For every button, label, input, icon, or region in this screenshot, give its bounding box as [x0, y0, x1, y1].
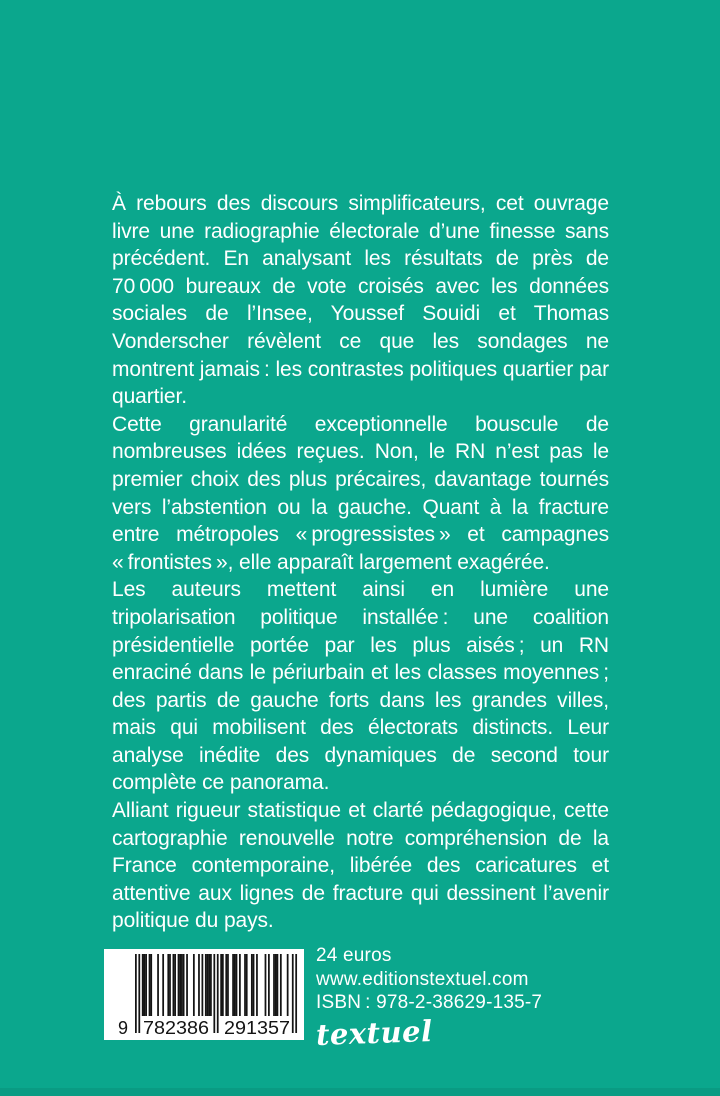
- back-cover-text: [112, 190, 609, 935]
- back-cover-paragraph-1: À rebours des discours simplificateurs, cet ouvrage livre une radiographie électorale d’une finesse sans précédent. En analysant les résultats de près de 70 000 bureaux de vote croisés avec les données sociales de l’Insee, Youssef Souidi et Thomas Vonderscher révèlent ce que les sondages ne montrent jamais : les contrastes politiques quartier par quartier.: [112, 192, 610, 409]
- back-cover-paragraph-4: Alliant rigueur statistique et clarté pédagogique, cette cartographie renouvelle notre compréhension de la France contemporaine, libérée des caricatures et attentive aux lignes de fracture qui dessinent l’avenir politique du pays.: [112, 799, 609, 933]
- back-cover-paragraph-2: Cette granularité exceptionnelle bouscule de nombreuses idées reçues. Non, le RN n’est pas le premier choix des plus précaires, davantage tournés vers l’abstention ou la gauche. Quant à la fracture entre métropoles « progressistes » et campagnes « frontistes », elle apparaît largement exagérée.: [112, 412, 609, 574]
- svg-text:291357: 291357: [224, 1018, 290, 1038]
- svg-text:9: 9: [118, 1018, 129, 1038]
- publisher-logo: textuel: [315, 1013, 434, 1052]
- svg-text:782386: 782386: [143, 1018, 209, 1038]
- barcode: [104, 949, 304, 1040]
- price: 24 euros: [316, 945, 392, 966]
- isbn: ISBN : 978-2-38629-135-7: [316, 992, 543, 1013]
- back-cover-paragraph-3: Les auteurs mettent ainsi en lumière une tripolarisation politique installée : une coalition présidentielle portée par les plus aisés ; un RN enraciné dans le périurbain et les classes moyennes ; des partis de gauche forts dans les grandes villes, mais qui mobilisent des électorats distincts. Leur analyse inédite des dynamiques de second tour complète ce panorama.: [112, 578, 609, 795]
- website: www.editionstextuel.com: [316, 968, 529, 990]
- page-bottom-shade: [0, 1088, 720, 1096]
- footer-info: [316, 944, 542, 1051]
- barcode-image: [104, 949, 304, 1040]
